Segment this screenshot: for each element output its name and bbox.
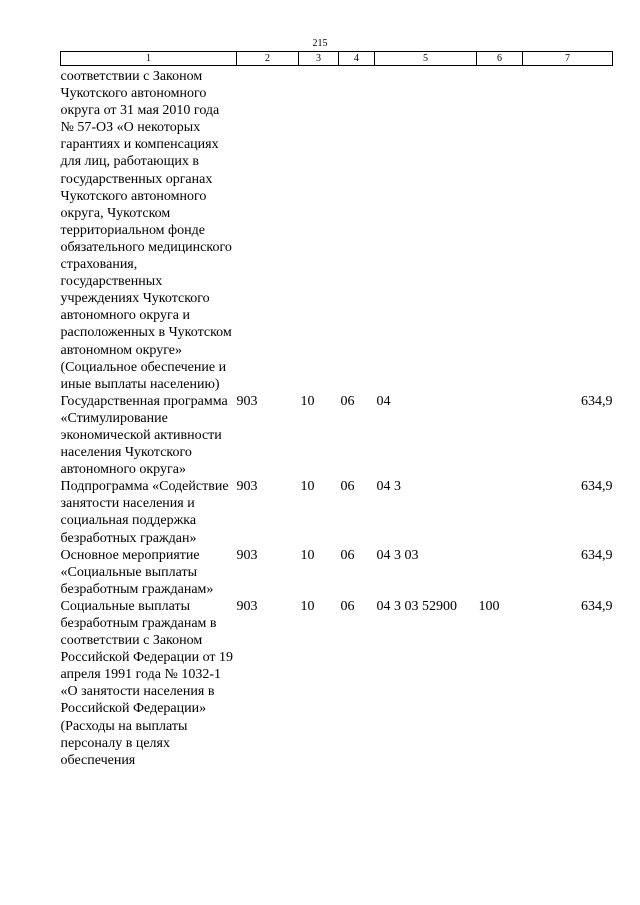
row-code <box>237 66 299 393</box>
table-row <box>61 478 613 546</box>
row-name: соответствии с Законом Чукотского автономного округа от 31 мая 2010 года № 57-ОЗ «О некоторых гарантиях и компенсациях для лиц, работающих в государственных органах Чукотского автономного округа, Чукотском территориальном фонде обязательного медицинского страхования, государственных учреждениях Чукотского автономного округа и расположенных в Чукотском автономном округе» (Социальное обеспечение и иные выплаты населению) <box>60 69 232 392</box>
row-section: 10 <box>300 598 315 614</box>
row-section <box>299 66 339 393</box>
row-target: 04 3 03 52900 <box>376 598 457 614</box>
row-subsection: 06 <box>340 598 355 614</box>
row-type <box>477 393 523 478</box>
row-code: 903 <box>236 547 258 563</box>
row-name: Основное мероприятие «Социальные выплаты безработным гражданам» <box>60 547 214 597</box>
row-subsection: 06 <box>340 479 355 495</box>
row-name: Государственная программа «Стимулирование экономической активности населения Чукотского автономного округа» <box>60 393 228 478</box>
column-number-header <box>61 52 613 66</box>
row-type <box>477 547 523 598</box>
table-row <box>61 598 613 769</box>
row-amount: 634,9 <box>581 598 613 614</box>
column-header-4: 4 <box>339 52 375 66</box>
row-name: Подпрограмма «Содействие занятости населения и социальная поддержка безработных граждан» <box>60 479 229 546</box>
table-row <box>61 66 613 393</box>
row-amount: 634,9 <box>581 547 613 563</box>
column-header-7: 7 <box>523 52 613 66</box>
column-header-1: 1 <box>61 52 237 66</box>
row-target: 04 3 03 <box>376 547 419 563</box>
table-row <box>61 393 613 478</box>
row-target <box>375 66 477 393</box>
row-code: 903 <box>236 479 258 495</box>
row-target: 04 3 <box>376 479 401 495</box>
row-type: 100 <box>478 598 500 614</box>
page-number: 215 <box>312 38 328 49</box>
row-code: 903 <box>236 393 258 409</box>
row-subsection: 06 <box>340 393 355 409</box>
row-amount: 634,9 <box>581 479 613 495</box>
row-amount: 634,9 <box>581 393 613 409</box>
column-header-5: 5 <box>375 52 477 66</box>
row-section: 10 <box>300 547 315 563</box>
table-row <box>61 547 613 598</box>
row-type <box>477 66 523 393</box>
row-section: 10 <box>300 479 315 495</box>
row-subsection <box>339 66 375 393</box>
row-type <box>477 478 523 546</box>
row-subsection: 06 <box>340 547 355 563</box>
column-header-6: 6 <box>477 52 523 66</box>
row-amount <box>523 66 613 393</box>
row-target: 04 <box>376 393 391 409</box>
column-header-2: 2 <box>237 52 299 66</box>
row-name: Социальные выплаты безработным гражданам в соответствии с Законом Российской Федерации от 19 апреля 1991 года № 1032-1 «О занятости населения в Российской Федерации» (Расходы на выплаты персоналу в целях обеспечения <box>60 598 234 768</box>
column-header-3: 3 <box>299 52 339 66</box>
row-section: 10 <box>300 393 315 409</box>
row-code: 903 <box>236 598 258 614</box>
budget-table <box>60 51 613 769</box>
